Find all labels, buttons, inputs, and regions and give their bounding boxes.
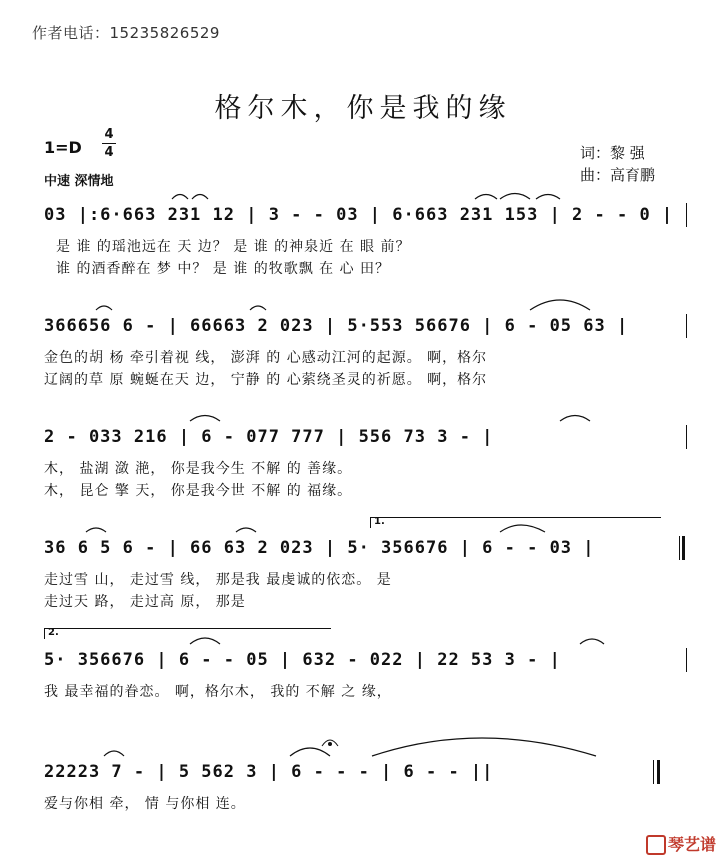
site-logo: 琴艺谱 bbox=[646, 832, 716, 856]
bar-line-end-3 bbox=[686, 425, 687, 449]
notation-line-1: 03 |:6·663 231 12 | 3 - - 03 | 6·663 231 153 | 2 - - 0 | bbox=[44, 205, 674, 225]
repeat-bar-thin bbox=[679, 536, 680, 560]
lyric-line-4a: 走过雪 山， 走过雪 线， 那是我 最虔诚的依恋。 是 bbox=[44, 572, 392, 588]
lyric-line-1a: 是 谁 的瑶池远在 天 边？ 是 谁 的神泉近 在 眼 前？ bbox=[56, 239, 411, 255]
composer-contact: 作者电话：15235826529 bbox=[32, 24, 220, 42]
bar-line-end-2 bbox=[686, 314, 687, 338]
lyricist-credit: 词：黎 强 bbox=[580, 144, 645, 162]
bar-line-end-1 bbox=[686, 203, 687, 227]
meter-top: 4 bbox=[104, 127, 114, 142]
lyric-line-2a: 金色的胡 杨 牵引着视 线， 澎湃 的 心感动江河的起源。 啊，格尔 bbox=[44, 350, 488, 366]
lyric-line-5a: 我 最幸福的眷恋。 啊，格尔木， 我的 不解 之 缘， bbox=[44, 684, 392, 700]
first-ending-bracket: 1. bbox=[370, 517, 661, 528]
lyric-line-6a: 爱与你相 牵， 情 与你相 连。 bbox=[44, 796, 246, 812]
notation-line-6: 22223 7 - | 5 562 3 | 6 - - - | 6 - - || bbox=[44, 762, 494, 782]
repeat-bar-thick bbox=[682, 536, 685, 560]
logo-icon bbox=[646, 835, 666, 855]
meter-bottom: 4 bbox=[104, 145, 114, 160]
song-title: 格尔木，你是我的缘 bbox=[214, 93, 512, 124]
lyric-line-2b: 辽阔的草 原 蜿蜒在天 边， 宁静 的 心萦绕圣灵的祈愿。 啊，格尔 bbox=[44, 372, 488, 388]
tempo-marking: 中速 深情地 bbox=[44, 174, 114, 189]
final-bar-thick bbox=[657, 760, 660, 784]
key-signature: 1=D bbox=[44, 138, 82, 157]
lyric-line-4b: 走过天 路， 走过高 原， 那是 bbox=[44, 594, 246, 610]
notation-line-2: 366656 6 - | 66663 2 023 | 5·553 56676 | 6 - 05 63 | bbox=[44, 316, 629, 336]
lyric-line-3a: 木， 盐湖 潋 滟， 你是我今生 不解 的 善缘。 bbox=[44, 461, 353, 477]
notation-line-5: 5· 356676 | 6 - - 05 | 632 - 022 | 22 53 3 - | bbox=[44, 650, 561, 670]
notation-line-3: 2 - 033 216 | 6 - 077 777 | 556 73 3 - | bbox=[44, 427, 494, 447]
notation-line-4: 36 6 5 6 - | 66 63 2 023 | 5· 356676 | 6 - - 03 | bbox=[44, 538, 595, 558]
bar-line-end-5 bbox=[686, 648, 687, 672]
lyric-line-3b: 木， 昆仑 擎 天， 你是我今世 不解 的 福缘。 bbox=[44, 483, 353, 499]
lyric-line-1b: 谁 的酒香醉在 梦 中？ 是 谁 的牧歌飘 在 心 田？ bbox=[56, 261, 391, 277]
second-ending-bracket: 2. bbox=[44, 628, 331, 639]
composer-credit: 曲：高育鹏 bbox=[580, 166, 656, 184]
final-bar-thin bbox=[653, 760, 654, 784]
